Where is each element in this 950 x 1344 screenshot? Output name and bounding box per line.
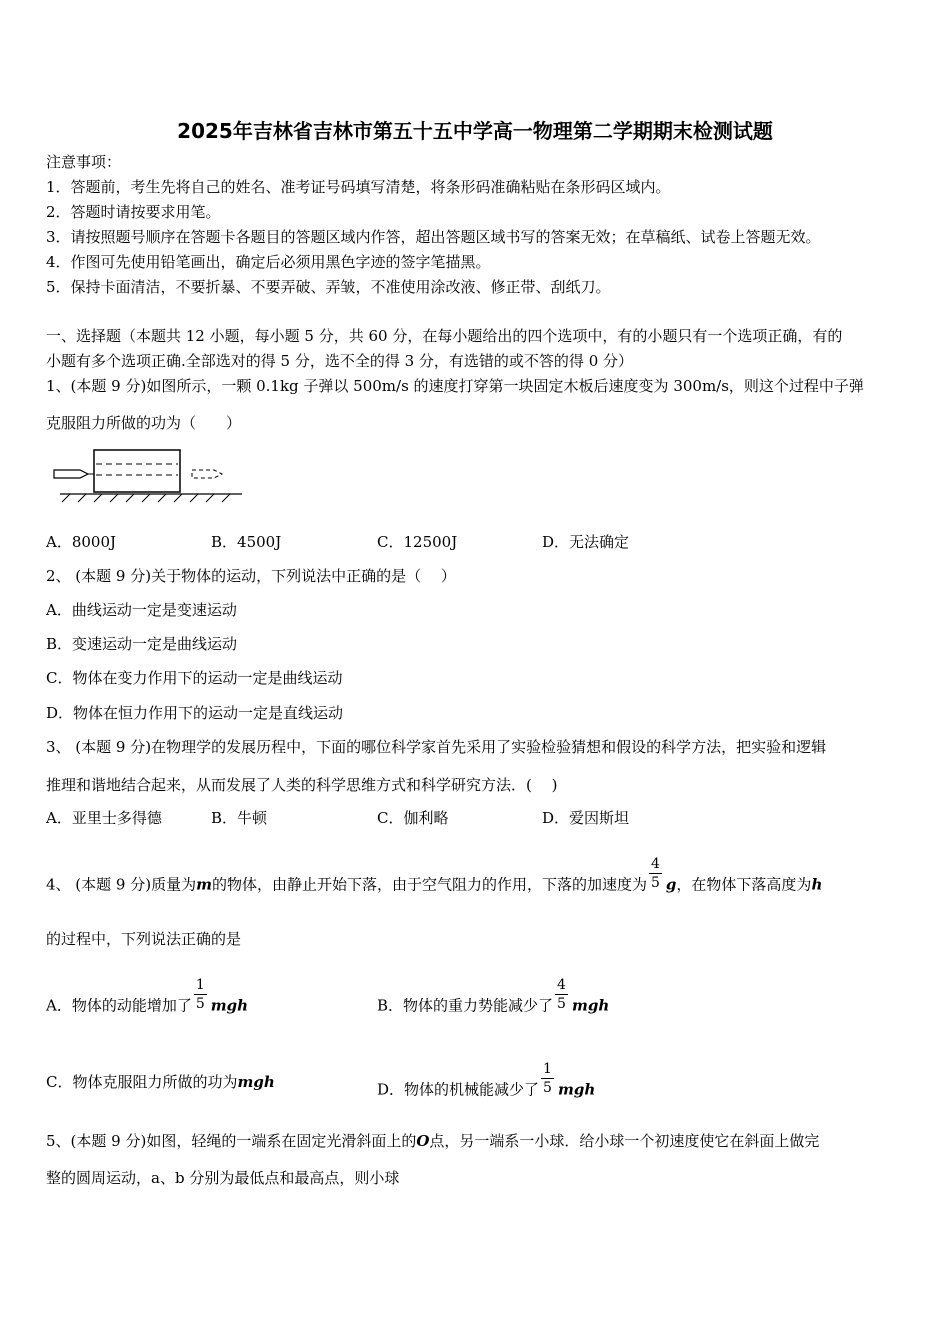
q1-option-d[interactable]: D．无法确定 [542, 533, 630, 551]
q1-option-b[interactable]: B．4500J [211, 533, 282, 551]
q4-option-d-text: D．物体的机械能减少了 [377, 1080, 540, 1099]
q1-stem: 1、(本题 9 分)如图所示，一颗 0.1kg 子弹以 500m/s 的速度打穿第一块固定木板后速度变为 300m/s，则这个过程中子弹 [46, 377, 864, 395]
mgh-term: mgh [557, 1080, 596, 1099]
q2-option-a[interactable]: A．曲线运动一定是变速运动 [46, 601, 237, 619]
fraction-denominator: 5 [195, 996, 205, 1012]
q4-option-c-text: C．物体克服阻力所做的功为 [46, 1073, 238, 1091]
q4-stem [46, 856, 823, 904]
fraction-numerator: 4 [651, 856, 660, 872]
q2-stem: 2、 (本题 9 分)关于物体的运动，下列说法中正确的是（ ） [46, 567, 456, 585]
fraction-numerator: 1 [543, 1061, 552, 1077]
q5-stem-cont: 整的圆周运动，a、b 分别为最低点和最高点，则小球 [46, 1169, 400, 1187]
fraction-numerator: 1 [195, 977, 205, 993]
q2-option-c[interactable]: C．物体在变力作用下的运动一定是曲线运动 [46, 669, 343, 687]
q1-option-a[interactable]: A．8000J [46, 533, 117, 551]
q4-option-b-text: B．物体的重力势能减少了 [377, 996, 554, 1015]
q4-option-a[interactable] [46, 977, 249, 1025]
fraction-four-fifths [555, 976, 568, 1013]
q3-stem: 3、 (本题 9 分)在物理学的发展历程中，下面的哪位科学家首先采用了实验检验猜想和假设的科学方法，把实验和逻辑 [46, 738, 827, 756]
bullet-after [192, 470, 222, 478]
notice-item: 1．答题前，考生先将自己的姓名、准考证号码填写清楚，将条形码准确粘贴在条形码区域内。 [46, 178, 671, 196]
q2-option-d[interactable]: D．物体在恒力作用下的运动一定是直线运动 [46, 704, 344, 722]
q5-stem-part: 点，另一端系一小球．给小球一个初速度使它在斜面上做完 [429, 1132, 820, 1150]
q3-stem-cont: 推理和谐地结合起来，从而发展了人类的科学思维方式和科学研究方法．( ) [46, 776, 558, 794]
q1-stem-cont: 克服阻力所做的功为（ ） [46, 414, 242, 432]
q3-option-a[interactable]: A．亚里士多得德 [46, 809, 162, 827]
bullet-before [54, 470, 88, 478]
wood-board [94, 450, 180, 492]
q4-option-b[interactable] [377, 977, 610, 1025]
gravity-symbol: g [665, 875, 677, 894]
q5-stem-part: 5、(本题 9 分)如图，轻绳的一端系在固定光滑斜面上的 [46, 1132, 417, 1150]
notice-item: 5．保持卡面清洁，不要折暴、不要弄破、弄皱，不准使用涂改液、修正带、刮纸刀。 [46, 278, 611, 296]
mgh-term: mgh [237, 1073, 275, 1091]
page-title: 2025年吉林省吉林市第五十五中学高一物理第二学期期末检测试题 [177, 119, 773, 143]
section-heading: 一、选择题（本题共 12 小题，每小题 5 分，共 60 分，在每小题给出的四个选项中，有的小题只有一个选项正确，有的 [46, 327, 843, 345]
q4-stem-part: 的物体，由静止开始下落，由于空气阻力的作用，下落的加速度为 [211, 875, 647, 894]
mgh-term: mgh [571, 996, 610, 1015]
bullet-board-diagram [50, 446, 250, 506]
q3-option-b[interactable]: B．牛顿 [211, 809, 268, 827]
fraction-one-fifth [541, 1060, 554, 1097]
q4-option-a-text: A．物体的动能增加了 [46, 996, 192, 1015]
fraction-one-fifth [194, 976, 207, 1013]
q4-stem-cont: 的过程中，下列说法正确的是 [46, 930, 242, 948]
q1-option-c[interactable]: C．12500J [377, 533, 458, 551]
q5-stem [46, 1131, 819, 1151]
notice-item: 4．作图可先使用铅笔画出，确定后必须用黑色字迹的签字笔描黑。 [46, 253, 491, 271]
q3-option-c[interactable]: C．伽利略 [377, 809, 449, 827]
mgh-term: mgh [210, 996, 249, 1015]
point-o-symbol: O [416, 1132, 430, 1150]
section-heading-cont: 小题有多个选项正确.全部选对的得 5 分，选不全的得 3 分，有选错的或不答的得 0 分） [46, 352, 634, 370]
q4-stem-part: 4、 (本题 9 分)质量为 [46, 875, 197, 894]
fraction-denominator: 5 [651, 875, 660, 891]
q4-option-c[interactable] [46, 1072, 275, 1092]
fraction-numerator: 4 [557, 977, 566, 993]
q4-stem-part: ，在物体下落高度为 [676, 875, 812, 894]
notice-item: 2．答题时请按要求用笔。 [46, 203, 221, 221]
q2-option-b[interactable]: B．变速运动一定是曲线运动 [46, 635, 238, 653]
q4-option-d[interactable] [377, 1061, 596, 1109]
fraction-four-fifths [649, 855, 662, 892]
fraction-denominator: 5 [543, 1080, 552, 1096]
notice-heading: 注意事项： [46, 153, 122, 171]
mass-symbol: m [196, 875, 212, 894]
notice-item: 3．请按照题号顺序在答题卡各题目的答题区域内作答，超出答题区域书写的答案无效；在草稿纸、试卷上答题无效。 [46, 228, 821, 246]
fraction-denominator: 5 [557, 996, 566, 1012]
height-symbol: h [811, 875, 823, 894]
q3-option-d[interactable]: D．爱因斯坦 [542, 809, 630, 827]
